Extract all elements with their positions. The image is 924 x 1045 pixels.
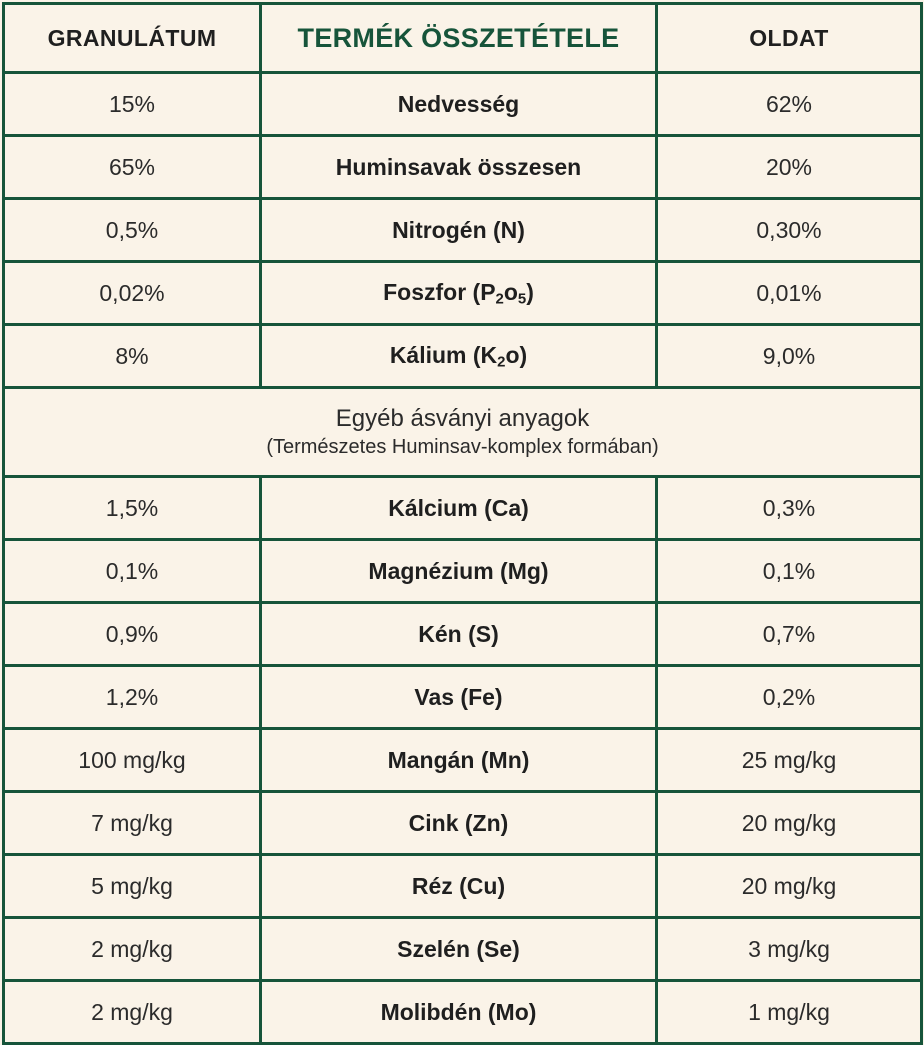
cell-granulatum: 0,9% — [4, 603, 261, 666]
table-header-row — [4, 4, 922, 73]
formula-part: Kálium (K — [389, 341, 498, 368]
cell-oldat: 3 mg/kg — [657, 918, 922, 981]
table-row — [4, 262, 922, 325]
formula-part: ) — [526, 278, 534, 305]
cell-granulatum: 8% — [4, 325, 261, 388]
cell-component: Kén (S) — [261, 603, 657, 666]
header-product-composition: TERMÉK ÖSSZETÉTELE — [261, 4, 657, 73]
cell-oldat: 0,7% — [657, 603, 922, 666]
cell-granulatum: 0,5% — [4, 199, 261, 262]
cell-oldat: 20 mg/kg — [657, 855, 922, 918]
cell-component: Molibdén (Mo) — [261, 981, 657, 1044]
cell-component: Huminsavak összesen — [261, 136, 657, 199]
table-row — [4, 540, 922, 603]
section-title: Egyéb ásványi anyagok — [335, 405, 590, 432]
composition-sheet — [0, 2, 924, 1025]
cell-oldat: 0,3% — [657, 477, 922, 540]
formula-sub: 5 — [517, 290, 527, 308]
composition-table — [2, 2, 923, 1045]
section-subtitle: (Természetes Huminsav-komplex formában) — [266, 436, 659, 458]
cell-component: Mangán (Mn) — [261, 729, 657, 792]
cell-granulatum: 2 mg/kg — [4, 918, 261, 981]
header-oldat: OLDAT — [657, 4, 922, 73]
cell-granulatum: 5 mg/kg — [4, 855, 261, 918]
table-row — [4, 603, 922, 666]
cell-granulatum: 15% — [4, 73, 261, 136]
cell-component: Magnézium (Mg) — [261, 540, 657, 603]
cell-oldat: 20 mg/kg — [657, 792, 922, 855]
cell-oldat: 0,1% — [657, 540, 922, 603]
cell-granulatum: 7 mg/kg — [4, 792, 261, 855]
cell-component: Vas (Fe) — [261, 666, 657, 729]
table-row — [4, 666, 922, 729]
table-row — [4, 729, 922, 792]
cell-oldat: 0,30% — [657, 199, 922, 262]
table-row — [4, 325, 922, 388]
table-row — [4, 73, 922, 136]
cell-oldat: 1 mg/kg — [657, 981, 922, 1044]
cell-granulatum: 65% — [4, 136, 261, 199]
table-row — [4, 855, 922, 918]
cell-component-potassium — [261, 325, 657, 388]
cell-component: Réz (Cu) — [261, 855, 657, 918]
cell-component-phosphorus — [261, 262, 657, 325]
cell-component: Szelén (Se) — [261, 918, 657, 981]
cell-component: Cink (Zn) — [261, 792, 657, 855]
formula-part: o — [503, 278, 518, 305]
cell-component: Nitrogén (N) — [261, 199, 657, 262]
cell-oldat: 25 mg/kg — [657, 729, 922, 792]
cell-oldat: 0,01% — [657, 262, 922, 325]
cell-oldat: 20% — [657, 136, 922, 199]
cell-granulatum: 2 mg/kg — [4, 981, 261, 1044]
cell-granulatum: 1,2% — [4, 666, 261, 729]
cell-oldat: 9,0% — [657, 325, 922, 388]
cell-granulatum: 100 mg/kg — [4, 729, 261, 792]
table-row — [4, 477, 922, 540]
section-header-cell — [4, 388, 922, 477]
cell-granulatum: 0,1% — [4, 540, 261, 603]
cell-granulatum: 1,5% — [4, 477, 261, 540]
table-row — [4, 918, 922, 981]
header-granulatum: GRANULÁTUM — [4, 4, 261, 73]
cell-component: Kálcium (Ca) — [261, 477, 657, 540]
cell-oldat: 62% — [657, 73, 922, 136]
formula-part: Foszfor (P — [383, 278, 496, 305]
cell-granulatum: 0,02% — [4, 262, 261, 325]
table-row — [4, 136, 922, 199]
formula-sub: 2 — [497, 353, 506, 371]
cell-oldat: 0,2% — [657, 666, 922, 729]
section-header-row — [4, 388, 922, 477]
cell-component: Nedvesség — [261, 73, 657, 136]
formula-sub: 2 — [495, 290, 504, 308]
table-row — [4, 792, 922, 855]
table-row — [4, 981, 922, 1044]
table-row — [4, 199, 922, 262]
formula-part: o) — [505, 341, 528, 368]
